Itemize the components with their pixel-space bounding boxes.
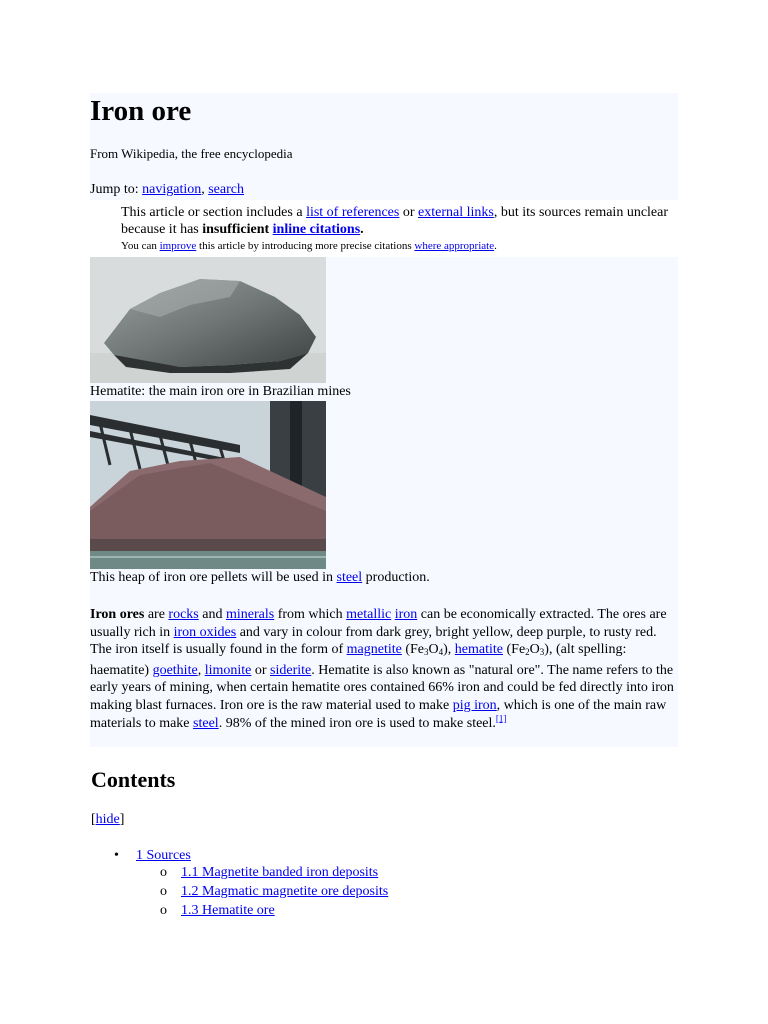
toc-item (181, 903, 275, 919)
text: (Fe (401, 642, 424, 658)
jump-prefix: Jump to: (90, 182, 143, 197)
toc-bullet: • (114, 848, 119, 863)
toc-link-sources[interactable]: 1 Sources (136, 848, 191, 863)
notice-text: or (399, 205, 419, 220)
toc-link-magmatic-magnetite[interactable]: 1.2 Magmatic magnetite ore deposits (181, 884, 389, 899)
iron-oxides-link[interactable]: iron oxides (173, 624, 237, 640)
toc-link-hematite-ore[interactable]: 1.3 Hematite ore (181, 903, 275, 918)
toc-item (181, 865, 378, 881)
text: . 98% of the mined iron ore is used to make steel. (218, 715, 496, 731)
text: O (529, 642, 540, 658)
list-of-references-link[interactable]: list of references (306, 205, 400, 220)
hint-text: this article by introducing more precise citations (196, 240, 415, 252)
text: , which is one of the main raw materials to make (90, 697, 667, 731)
toc-bullet: o (160, 903, 167, 918)
rocks-link[interactable]: rocks (168, 607, 199, 622)
toc-bullet: o (160, 865, 167, 880)
hematite-caption: Hematite: the main iron ore in Brazilian mines (90, 384, 351, 399)
bracket: [ (91, 812, 96, 827)
citation-notice-hint (121, 240, 669, 253)
subscript: 3 (424, 647, 429, 658)
hide-toc-link[interactable]: hide (95, 812, 120, 827)
text: are (144, 607, 169, 622)
text: , (197, 662, 205, 678)
inline-citations-link[interactable]: inline citations (272, 222, 361, 237)
notice-bold-text: insufficient (202, 222, 273, 237)
text: or (251, 662, 271, 678)
reference-1-link[interactable]: [1] (495, 712, 507, 723)
contents-heading: Contents (91, 767, 176, 792)
page-subtitle: From Wikipedia, the free encyclopedia (90, 146, 293, 161)
hematite-rock-image (90, 257, 326, 383)
toc-item (136, 848, 191, 864)
page-title: Iron ore (90, 95, 192, 127)
steel-link[interactable]: steel (193, 715, 219, 731)
ore-pellets-photo[interactable] (90, 401, 326, 569)
notice-text: , but its sources remain unclear because it has (121, 205, 669, 237)
subscript: 2 (525, 647, 530, 658)
limonite-link[interactable]: limonite (204, 662, 252, 678)
toc-link-magnetite-banded[interactable]: 1.1 Magnetite banded iron deposits (181, 865, 379, 880)
hint-text: . (494, 240, 497, 252)
magnetite-link[interactable]: magnetite (346, 642, 402, 658)
toc-item (181, 884, 388, 900)
toc-bullet: o (160, 884, 167, 899)
text: can be economically extracted. The ores are usually rich in (90, 607, 667, 640)
where-appropriate-link[interactable]: where appropriate (414, 240, 495, 252)
search-link[interactable]: search (208, 182, 244, 197)
improve-link[interactable]: improve (159, 240, 197, 252)
jump-separator: , (201, 182, 209, 197)
text: and vary in colour from dark grey, bright yellow, deep purple, to rusty red. The iron itself is usually found in the form of (90, 624, 657, 658)
pig-iron-link[interactable]: pig iron (452, 697, 497, 713)
ore-heap-image (90, 401, 326, 569)
subscript: 3 (539, 647, 545, 658)
notice-bold (202, 222, 363, 237)
bracket: ] (119, 812, 125, 827)
hematite-photo[interactable] (90, 257, 326, 383)
text: (Fe (503, 642, 526, 658)
steel-link[interactable]: steel (336, 570, 363, 585)
subscript: 4 (438, 647, 444, 658)
text: and (198, 607, 226, 622)
text: . Hematite is also known as "natural ore". The name refers to the early years of mining, when certain hematite ores contained 66% iron and could be fed directly into iron making blast furnaces. Iron ore is the raw material used to make (90, 662, 674, 713)
caption-text: production. (362, 570, 430, 585)
term-bold: Iron ores (90, 607, 145, 622)
external-links-link[interactable]: external links (418, 205, 494, 220)
hint-text: You can (121, 240, 160, 252)
citation-notice (121, 204, 669, 238)
jump-links (90, 182, 244, 198)
text: ), (alt spelling: haematite) (90, 642, 627, 678)
notice-period: . (360, 222, 364, 237)
text: O (428, 642, 439, 658)
minerals-link[interactable]: minerals (225, 607, 275, 622)
intro-paragraph (90, 606, 678, 732)
pellets-caption (90, 570, 430, 586)
notice-text: This article or section includes a (121, 205, 307, 220)
toc-toggle (91, 812, 124, 828)
hematite-link[interactable]: hematite (454, 642, 503, 658)
text: from which (274, 607, 347, 622)
text: ), (443, 642, 455, 658)
siderite-link[interactable]: siderite (270, 662, 312, 678)
goethite-link[interactable]: goethite (152, 662, 198, 678)
iron-link[interactable]: iron (394, 607, 418, 622)
metallic-link[interactable]: metallic (346, 607, 392, 622)
caption-text: This heap of iron ore pellets will be used in (90, 570, 337, 585)
navigation-link[interactable]: navigation (142, 182, 202, 197)
reference-marker (496, 713, 507, 723)
